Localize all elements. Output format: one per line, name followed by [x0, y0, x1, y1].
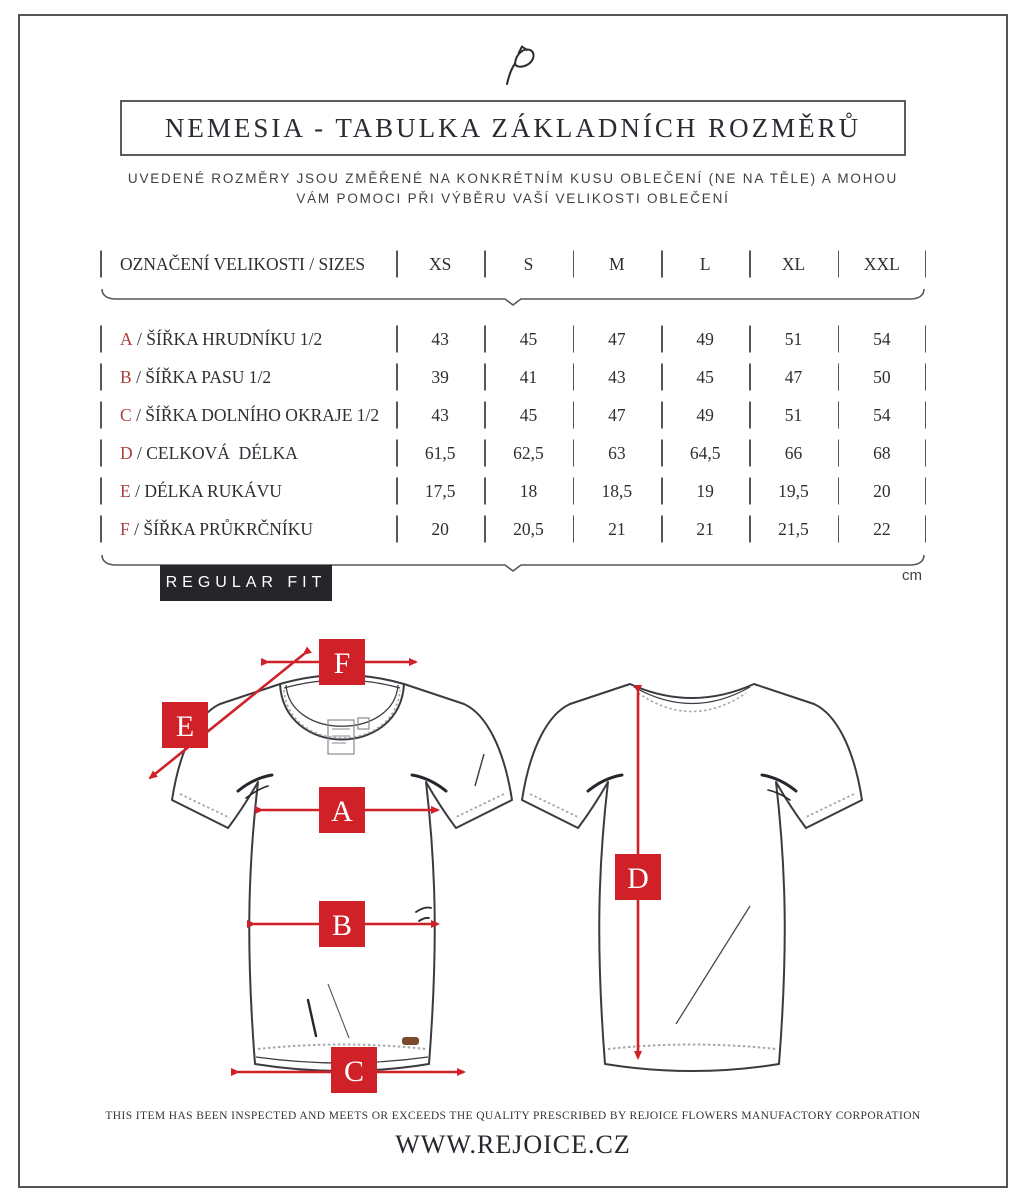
measure-value: 47: [573, 396, 661, 434]
measure-value: 54: [838, 320, 926, 358]
table-row: [100, 472, 926, 510]
measurement-diagram: [0, 628, 1026, 1098]
measure-value: 19: [661, 472, 749, 510]
measure-label-text: / ŠÍŘKA DOLNÍHO OKRAJE 1/2: [131, 404, 380, 425]
measure-value: 21: [661, 510, 749, 548]
subtitle: [60, 169, 966, 210]
measure-value: 20,5: [484, 510, 572, 548]
measure-value: 21: [573, 510, 661, 548]
table-row: [100, 358, 926, 396]
table-body: [100, 320, 926, 548]
subtitle-line-1: UVEDENÉ ROZMĚRY JSOU ZMĚŘENÉ NA KONKRÉTNÍM KUSU OBLEČENÍ (NE NA TĚLE) A MOHOU: [127, 171, 899, 186]
measure-value: 51: [749, 320, 837, 358]
measure-label: [100, 434, 396, 472]
size-column-header: M: [573, 246, 661, 282]
measure-value: 49: [661, 320, 749, 358]
dim-label-d: D: [627, 862, 649, 895]
measure-letter: D: [120, 442, 133, 463]
measure-value: 68: [838, 434, 926, 472]
measure-value: 50: [838, 358, 926, 396]
measure-label: [100, 472, 396, 510]
title-box: [120, 100, 906, 156]
measure-value: 19,5: [749, 472, 837, 510]
table-row: [100, 320, 926, 358]
size-column-header: L: [661, 246, 749, 282]
measure-value: 64,5: [661, 434, 749, 472]
measure-label-text: / CELKOVÁ DÉLKA: [132, 442, 298, 463]
measure-label-text: / DÉLKA RUKÁVU: [130, 480, 282, 501]
size-column-header: XXL: [838, 246, 926, 282]
measure-value: 43: [396, 396, 484, 434]
measure-value: 45: [484, 320, 572, 358]
measure-value: 20: [396, 510, 484, 548]
quality-note: THIS ITEM HAS BEEN INSPECTED AND MEETS OR EXCEEDS THE QUALITY PRESCRIBED BY REJOICE FLOWERS MANUFACTORY CORPORATION: [105, 1110, 921, 1122]
measure-value: 61,5: [396, 434, 484, 472]
measure-value: 63: [573, 434, 661, 472]
dim-label-c: C: [343, 1055, 365, 1088]
measure-value: 21,5: [749, 510, 837, 548]
measure-letter: C: [120, 404, 132, 425]
dim-label-a: A: [331, 795, 353, 828]
front-body-outline: [172, 684, 512, 1071]
regular-fit-badge: REGULAR FIT: [160, 565, 332, 601]
measure-value: 22: [838, 510, 926, 548]
measure-value: 54: [838, 396, 926, 434]
measure-value: 18,5: [573, 472, 661, 510]
dim-label-f: F: [333, 647, 351, 680]
table-row: [100, 396, 926, 434]
measure-value: 47: [749, 358, 837, 396]
measure-letter: E: [120, 480, 131, 501]
measure-value: 43: [396, 320, 484, 358]
measure-label-text: / ŠÍŘKA PRŮKRČNÍKU: [129, 518, 314, 539]
dim-label-b: B: [331, 909, 353, 942]
dim-label-e: E: [175, 710, 195, 743]
measure-letter: B: [120, 366, 132, 387]
measure-label-text: / ŠÍŘKA HRUDNÍKU 1/2: [132, 328, 323, 349]
measure-value: 20: [838, 472, 926, 510]
top-brace: [100, 288, 926, 306]
measure-letter: A: [120, 328, 133, 349]
measure-value: 39: [396, 358, 484, 396]
measure-value: 62,5: [484, 434, 572, 472]
measure-value: 49: [661, 396, 749, 434]
measure-label: [100, 510, 396, 548]
table-header-label: OZNAČENÍ VELIKOSTI / SIZES: [100, 246, 396, 282]
measure-value: 17,5: [396, 472, 484, 510]
size-column-header: S: [484, 246, 572, 282]
page-title: NEMESIA - TABULKA ZÁKLADNÍCH ROZMĚRŮ: [164, 112, 862, 143]
table-header-row: [100, 246, 926, 282]
tshirt-front-diagram: [128, 628, 538, 1098]
table-row: [100, 434, 926, 472]
size-table: [100, 246, 926, 574]
measure-letter: F: [120, 518, 130, 539]
size-column-header: XL: [749, 246, 837, 282]
measure-value: 43: [573, 358, 661, 396]
measure-value: 41: [484, 358, 572, 396]
size-column-header: XS: [396, 246, 484, 282]
measure-value: 51: [749, 396, 837, 434]
measure-value: 45: [484, 396, 572, 434]
back-body-outline: [522, 684, 862, 1071]
measure-label: [100, 320, 396, 358]
hem-brand-tag: [402, 1037, 419, 1045]
brand-flower-logo-icon: [488, 36, 538, 93]
subtitle-line-2: VÁM POMOCI PŘI VÝBĚRU VAŠÍ VELIKOSTI OBLEČENÍ: [296, 191, 730, 207]
measure-value: 66: [749, 434, 837, 472]
tshirt-back-diagram: [478, 628, 888, 1098]
measure-value: 47: [573, 320, 661, 358]
measure-value: 45: [661, 358, 749, 396]
measure-label: [100, 358, 396, 396]
unit-label: cm: [902, 567, 922, 584]
measure-value: 18: [484, 472, 572, 510]
measure-label-text: / ŠÍŘKA PASU 1/2: [131, 366, 272, 387]
table-row: [100, 510, 926, 548]
website-url: WWW.REJOICE.CZ: [395, 1130, 631, 1159]
measure-label: [100, 396, 396, 434]
